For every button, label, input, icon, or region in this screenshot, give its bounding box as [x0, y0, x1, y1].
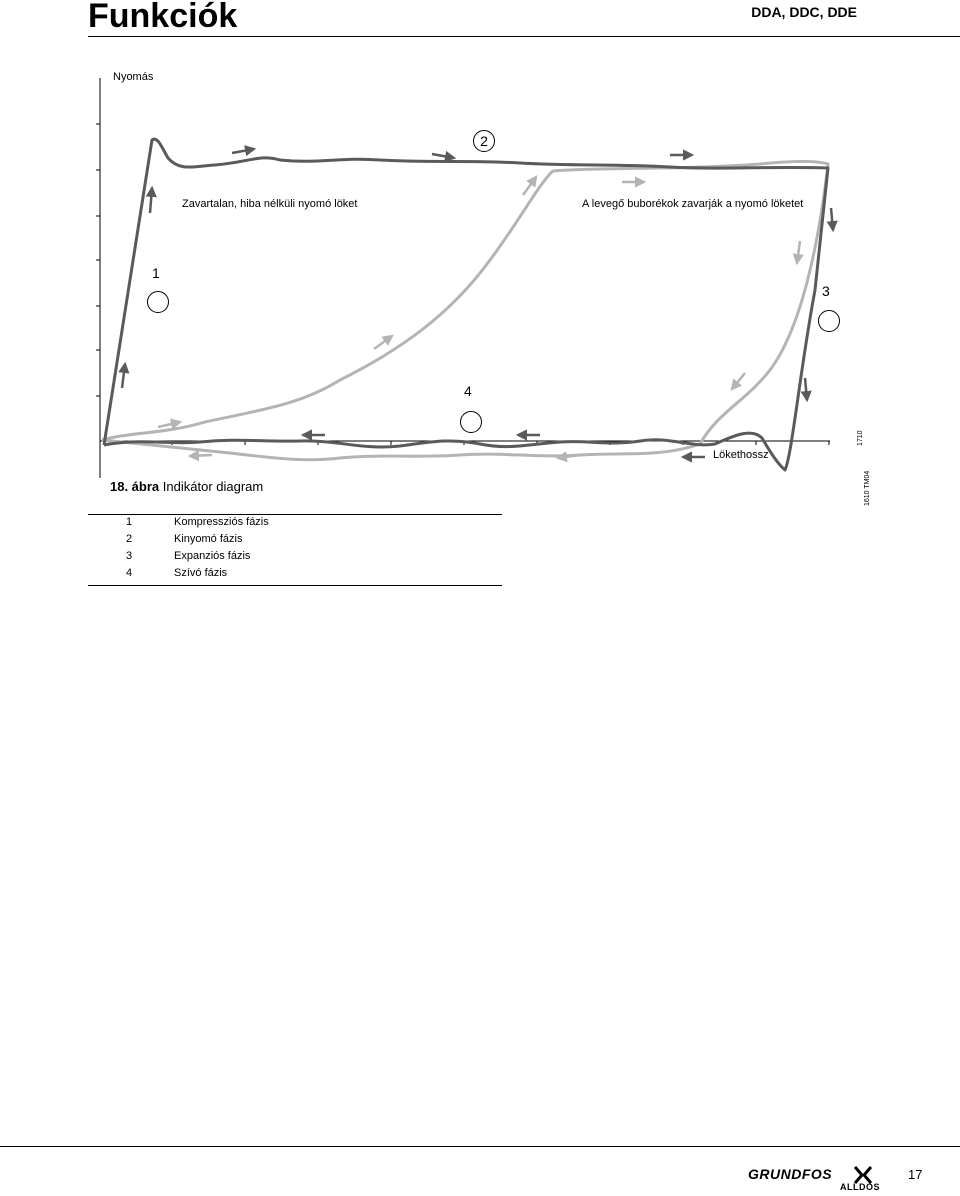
legend-label: Expanziós fázis: [174, 550, 251, 562]
legend-number: 1: [126, 516, 133, 528]
arrow-icon: [122, 364, 125, 388]
figure-number: 18. ábra: [110, 479, 160, 494]
phase-markers: [148, 131, 840, 433]
image-id-a: 1710: [857, 430, 864, 446]
arrow-icon: [805, 378, 807, 400]
figure-title: Indikátor diagram: [162, 479, 264, 494]
marker-label-3: 3: [822, 283, 830, 299]
normal-stroke-label: Zavartalan, hiba nélküli nyomó löket: [182, 198, 358, 210]
marker-label-2: 2: [480, 133, 488, 149]
marker-circle-1: [148, 292, 169, 313]
image-id-b: 1610 TM04: [864, 470, 871, 506]
legend-label: Kompressziós fázis: [174, 516, 269, 528]
table-row: [88, 548, 502, 565]
table-row: [88, 565, 502, 582]
footer-rule: [0, 1146, 960, 1147]
arrow-icon: [523, 177, 536, 195]
legend-label: Kinyomó fázis: [174, 533, 243, 545]
product-models: DDA, DDC, DDE: [751, 4, 857, 20]
brand-sub-name: ALLDOS: [840, 1182, 880, 1192]
legend-table: [88, 514, 502, 582]
arrow-icon: [432, 154, 454, 158]
x-axis-label: Lökethossz: [713, 449, 769, 461]
legend-number: 2: [126, 533, 133, 545]
table-row: [88, 514, 502, 531]
arrow-icon: [190, 455, 212, 456]
legend-bottom-rule: [88, 585, 502, 586]
marker-label-4: 4: [464, 383, 472, 399]
arrow-icon: [797, 241, 800, 263]
header-rule: [88, 36, 960, 37]
arrow-icon: [831, 208, 833, 230]
marker-circle-3: [819, 311, 840, 332]
brand-logo: [748, 1166, 878, 1196]
brand-name: GRUNDFOS: [748, 1166, 833, 1182]
legend-number: 4: [126, 567, 133, 579]
marker-circle-4: [461, 412, 482, 433]
legend-label: Szívó fázis: [174, 567, 228, 579]
arrow-icon: [374, 336, 392, 349]
legend-number: 3: [126, 550, 133, 562]
arrow-icon: [732, 373, 745, 389]
table-row: [88, 531, 502, 548]
y-axis-label: Nyomás: [113, 71, 154, 83]
figure-caption: [110, 479, 263, 494]
page-number: 17: [908, 1167, 923, 1182]
arrow-icon: [232, 149, 254, 153]
indicator-diagram: [0, 60, 960, 510]
page-title: Funkciók: [88, 0, 238, 35]
arrow-icon: [158, 422, 180, 427]
arrow-icon: [150, 188, 152, 213]
marker-label-1: 1: [152, 265, 160, 281]
air-bubble-label: A levegő buborékok zavarják a nyomó löketet: [582, 198, 804, 210]
